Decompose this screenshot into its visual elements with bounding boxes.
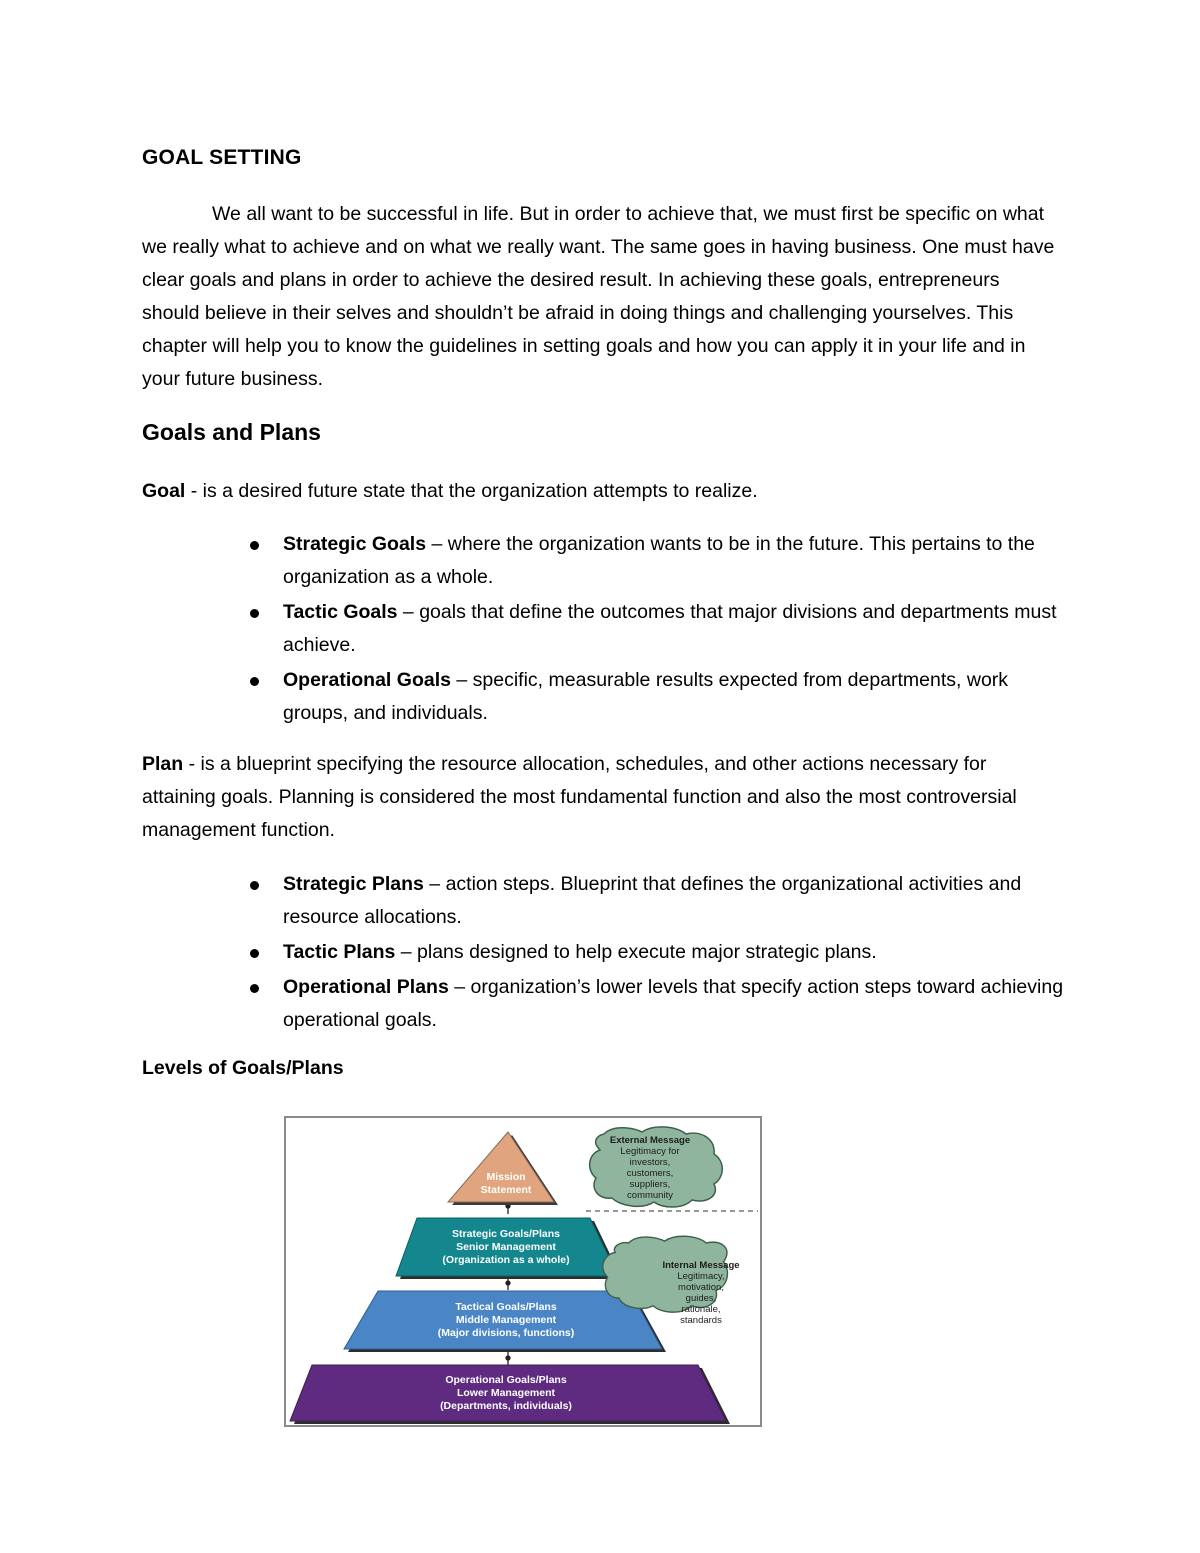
strategic-label-line: (Organization as a whole) bbox=[442, 1254, 570, 1266]
external-message-line: Legitimacy for bbox=[620, 1146, 680, 1157]
list-item bbox=[283, 596, 1073, 662]
mission-label-line: Mission bbox=[486, 1171, 526, 1183]
list-item-text: – plans designed to help execute major strategic plans. bbox=[395, 941, 877, 963]
list-item bbox=[283, 971, 1073, 1037]
list-item-text: – specific, measurable results expected from departments, work groups, and individuals. bbox=[283, 669, 1009, 724]
external-message-line: investors, bbox=[629, 1157, 671, 1168]
list-item-term: Operational Goals bbox=[283, 669, 451, 691]
internal-message-line: Legitimacy, bbox=[677, 1271, 725, 1282]
list-item bbox=[283, 528, 1073, 594]
list-item bbox=[283, 868, 1073, 934]
list-item-term: Operational Plans bbox=[283, 976, 449, 998]
bullet-icon bbox=[250, 984, 259, 993]
external-message-line: customers, bbox=[626, 1168, 674, 1179]
goal-types-list bbox=[283, 528, 1073, 732]
page-title: GOAL SETTING bbox=[142, 146, 302, 169]
bullet-icon bbox=[250, 949, 259, 958]
internal-message-title: Internal Message bbox=[662, 1260, 740, 1271]
tactical-label-line: (Major divisions, functions) bbox=[437, 1327, 575, 1339]
intro-text: We all want to be successful in life. But in order to achieve that, we must first be specific on what we really what to achieve and on what we really want. The same goes in having business. One must have clear goals and plans in order to achieve the desired result. In achieving these goals, entrepreneurs should believe in their selves and shouldn’t be afraid in doing things and challenging yourselves. This chapter will help you to know the guidelines in setting goals and how you can apply it in your life and in your future business. bbox=[142, 203, 1055, 390]
list-item bbox=[283, 936, 1073, 969]
list-item-text: – organization’s lower levels that specify action steps toward achieving operational goals. bbox=[283, 976, 1064, 1031]
pyramid-diagram bbox=[286, 1118, 760, 1425]
list-item-term: Strategic Plans bbox=[283, 873, 424, 895]
operational-label-line: Lower Management bbox=[456, 1387, 556, 1399]
tactical-label-line: Tactical Goals/Plans bbox=[455, 1301, 557, 1313]
list-item-text: – action steps. Blueprint that defines the organizational activities and resource allocations. bbox=[283, 873, 1022, 928]
strategic-label-line: Strategic Goals/Plans bbox=[452, 1228, 560, 1240]
intro-paragraph bbox=[142, 198, 1062, 396]
plan-definition bbox=[142, 748, 1057, 847]
bullet-icon bbox=[250, 677, 259, 686]
bullet-icon bbox=[250, 881, 259, 890]
external-message-line: suppliers, bbox=[629, 1179, 671, 1190]
internal-message-line: guides, bbox=[685, 1293, 717, 1304]
external-message-title: External Message bbox=[609, 1135, 691, 1146]
bullet-icon bbox=[250, 609, 259, 618]
internal-message-line: rationale, bbox=[681, 1304, 721, 1315]
goals-plans-pyramid-figure bbox=[284, 1116, 762, 1427]
list-item-text: – goals that define the outcomes that major divisions and departments must achieve. bbox=[283, 601, 1057, 656]
bullet-icon bbox=[250, 541, 259, 550]
list-item-term: Tactic Plans bbox=[283, 941, 396, 963]
plan-term: Plan bbox=[142, 753, 184, 775]
mission-label-line: Statement bbox=[480, 1184, 532, 1196]
operational-label-line: (Departments, individuals) bbox=[440, 1400, 572, 1412]
strategic-label-line: Senior Management bbox=[456, 1241, 556, 1253]
goal-term: Goal bbox=[142, 480, 186, 502]
levels-title: Levels of Goals/Plans bbox=[142, 1057, 344, 1079]
plan-definition-text: - is a blueprint specifying the resource allocation, schedules, and other actions necessary for attaining goals. Planning is considered the most fundamental function and also the most controversial management function. bbox=[142, 753, 1017, 841]
operational-label-line: Operational Goals/Plans bbox=[445, 1374, 567, 1386]
list-item-term: Tactic Goals bbox=[283, 601, 398, 623]
goal-definition-text: - is a desired future state that the organization attempts to realize. bbox=[185, 480, 758, 502]
list-item bbox=[283, 664, 1073, 730]
external-message-line: community bbox=[627, 1190, 673, 1201]
section-title: Goals and Plans bbox=[142, 419, 321, 445]
list-item-term: Strategic Goals bbox=[283, 533, 427, 555]
internal-message-line: standards bbox=[680, 1315, 722, 1326]
list-item-text: – where the organization wants to be in the future. This pertains to the organization as a whole. bbox=[283, 533, 1035, 588]
internal-message-line: motivation, bbox=[678, 1282, 724, 1293]
plan-types-list bbox=[283, 868, 1073, 1039]
tactical-label-line: Middle Management bbox=[455, 1314, 557, 1326]
goal-definition bbox=[142, 475, 1057, 508]
